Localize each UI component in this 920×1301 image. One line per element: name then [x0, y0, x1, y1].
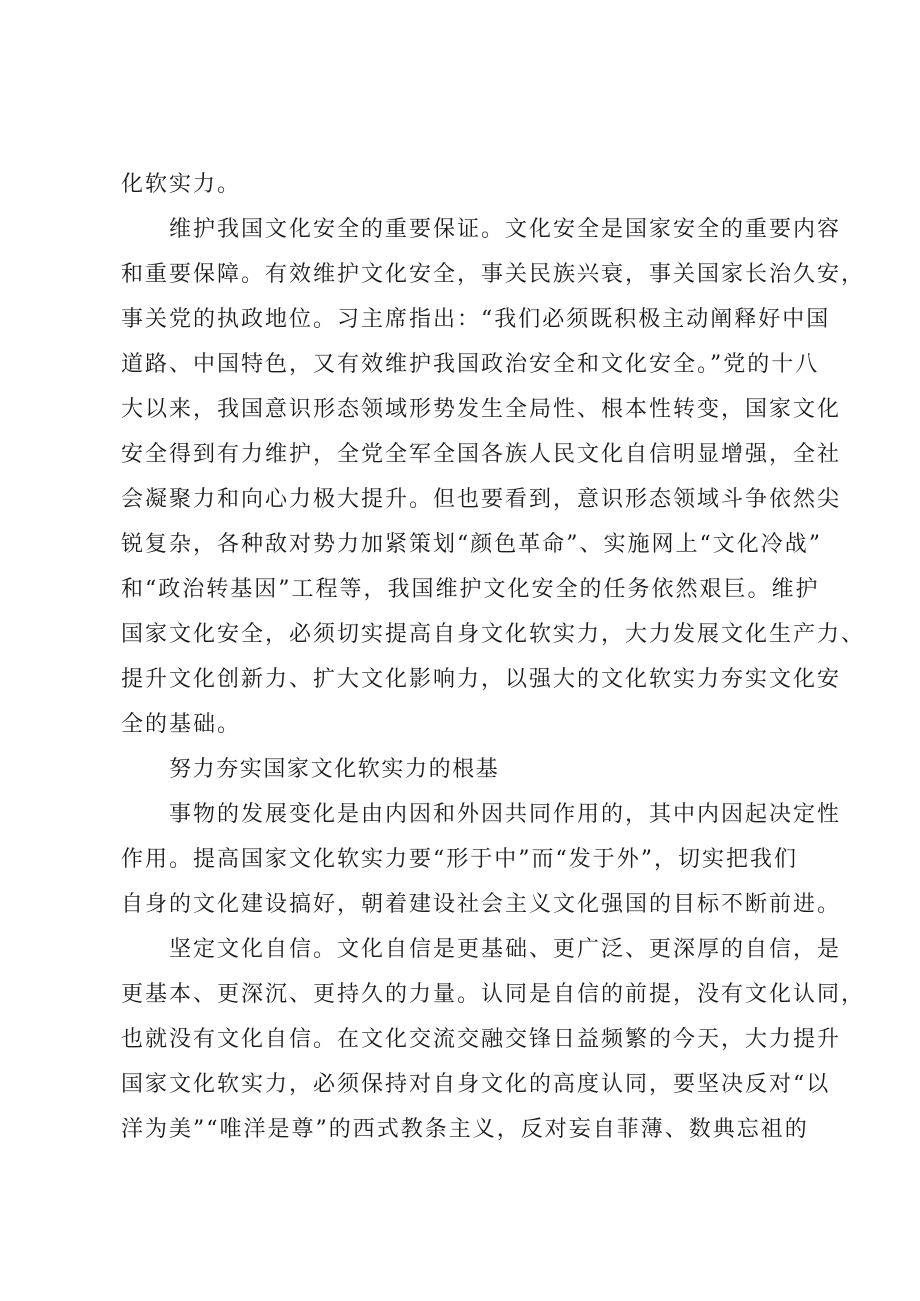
text-line: 洋为美”“唯洋是尊”的西式教条主义，反对妄自菲薄、数典忘祖的 — [121, 1117, 809, 1142]
text-line: 和“政治转基因”工程等，我国维护文化安全的任务依然艰巨。维护 — [121, 577, 820, 602]
text-line: 和重要保障。有效维护文化安全，事关民族兴衰，事关国家长治久安， — [121, 262, 866, 287]
paragraph-start-line: 坚定文化自信。文化自信是更基础、更广泛、更深厚的自信，是 — [169, 937, 842, 962]
body-text — [121, 162, 866, 1152]
text-line: 作用。提高国家文化软实力要“形于中”而“发于外”，切实把我们 — [121, 847, 798, 872]
section-heading: 努力夯实国家文化软实力的根基 — [169, 757, 500, 782]
text-line: 提升文化创新力、扩大文化影响力，以强大的文化软实力夯实文化安 — [121, 667, 842, 692]
text-line: 国家文化软实力，必须保持对自身文化的高度认同，要坚决反对“以 — [121, 1072, 831, 1097]
paragraph-start-line: 事物的发展变化是由内因和外因共同作用的，其中内因起决定性 — [169, 802, 842, 827]
text-line: 大以来，我国意识形态领域形势发生全局性、根本性转变，国家文化 — [121, 397, 842, 422]
text-line: 也就没有文化自信。在文化交流交融交锋日益频繁的今天，大力提升 — [121, 1027, 842, 1052]
paragraph-start-line: 维护我国文化安全的重要保证。文化安全是国家安全的重要内容 — [169, 217, 842, 242]
text-line: 安全得到有力维护，全党全军全国各族人民文化自信明显增强，全社 — [121, 442, 842, 467]
text-line: 国家文化安全，必须切实提高自身文化软实力，大力发展文化生产力、 — [121, 622, 866, 647]
text-line: 全的基础。 — [121, 712, 242, 737]
text-line: 更基本、更深沉、更持久的力量。认同是自信的前提，没有文化认同， — [121, 982, 866, 1007]
text-line: 自身的文化建设搞好，朝着建设社会主义文化强国的目标不断前进。 — [121, 892, 842, 917]
text-line: 锐复杂，各种敌对势力加紧策划“颜色革命”、实施网上“文化冷战” — [121, 532, 822, 557]
text-line: 化软实力。 — [121, 172, 242, 197]
text-line: 会凝聚力和向心力极大提升。但也要看到，意识形态领域斗争依然尖 — [121, 487, 842, 512]
text-line: 道路、中国特色，又有效维护我国政治安全和文化安全。”党的十八 — [121, 352, 820, 377]
text-line: 事关党的执政地位。习主席指出：“我们必须既积极主动阐释好中国 — [121, 307, 831, 332]
